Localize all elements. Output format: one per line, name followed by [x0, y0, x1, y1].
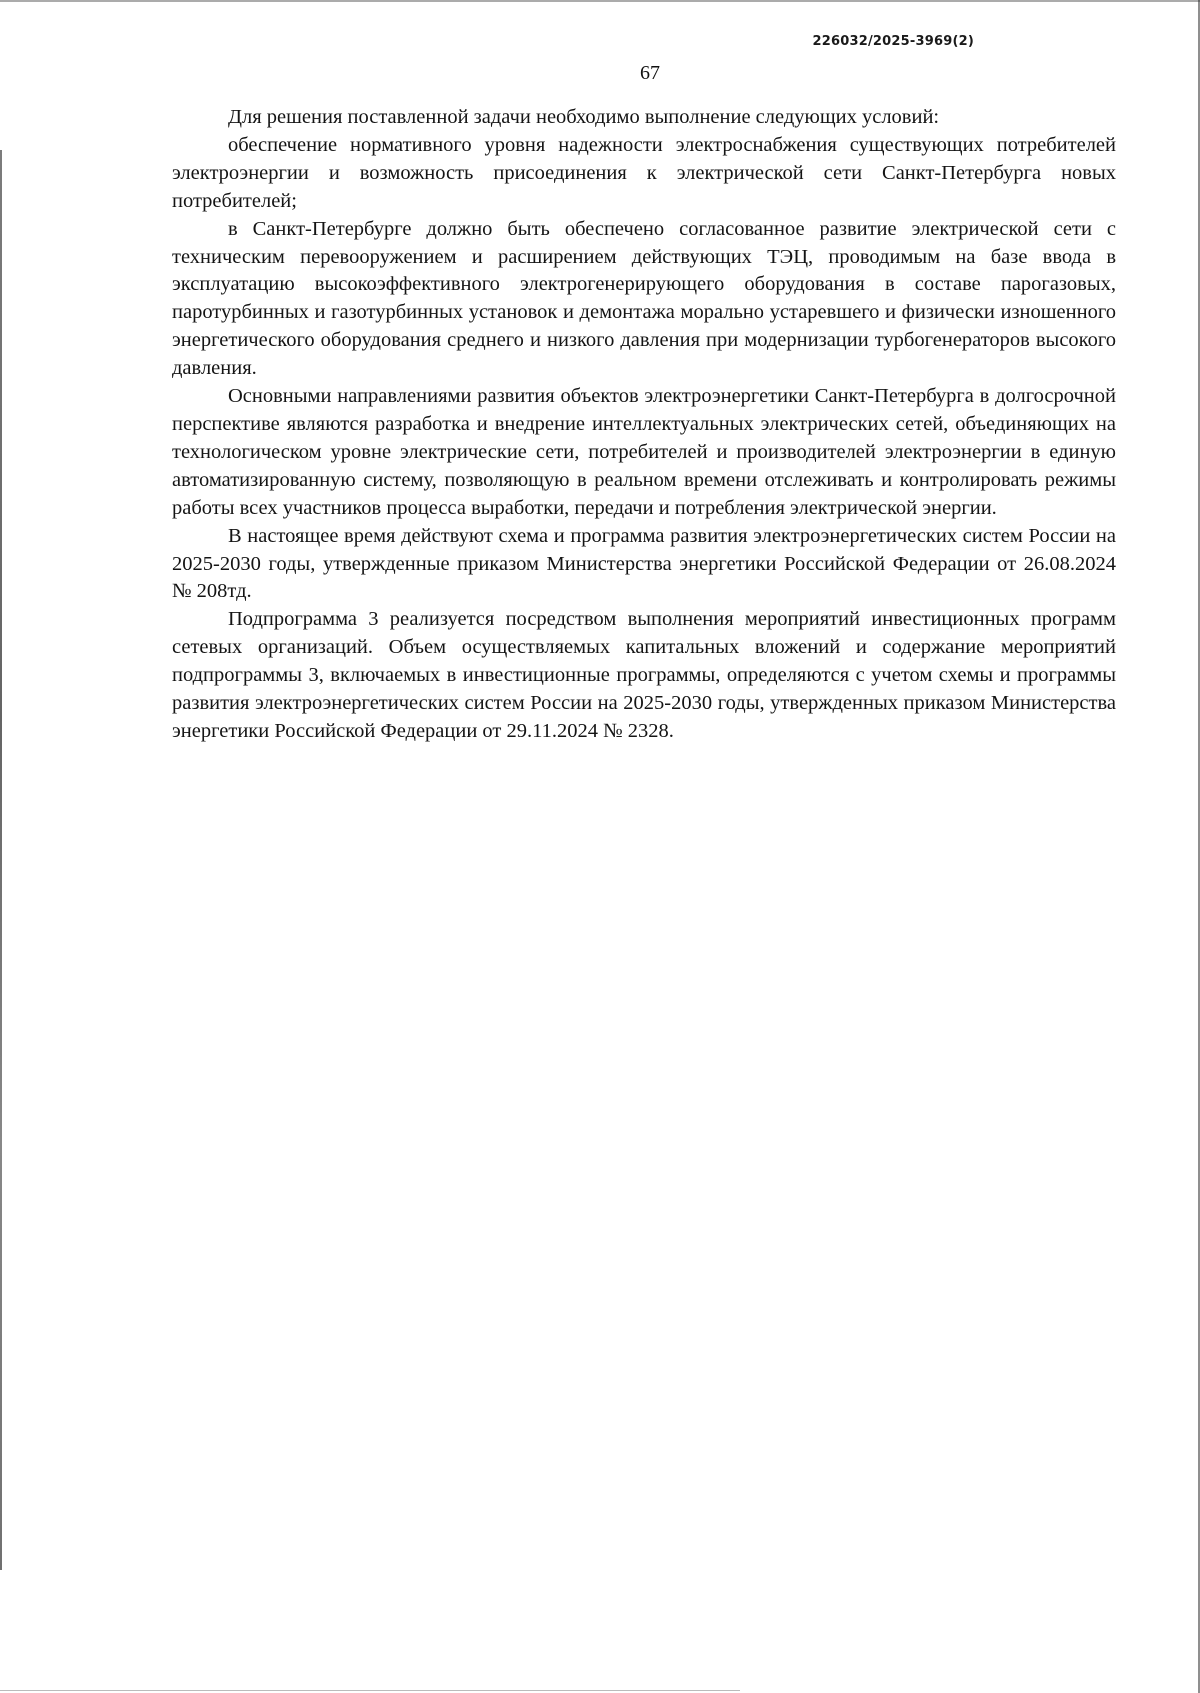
paragraph: В настоящее время действуют схема и программа развития электроэнергетических систем России на 2025-2030 годы, утвержденные приказом Министерства энергетики Российской Федерации от 26.08.2024 № 208тд. — [172, 524, 1116, 603]
paragraph: Для решения поставленной задачи необходимо выполнение следующих условий: — [228, 106, 940, 128]
paragraph: в Санкт-Петербурге должно быть обеспечено согласованное развитие электрической сети с техническим перевооружением и расширением действующих ТЭЦ, проводимым на базе ввода в эксплуатацию высокоэффективного электрогенерирующего оборудования в составе парогазовых, паротурбинных и газотурбинных установок и демонтажа морально устаревшего и физически изношенного энергетического оборудования среднего и низкого давления при модернизации турбогенераторов высокого давления. — [172, 217, 1116, 380]
scan-edge-left — [0, 150, 2, 1570]
page-number: 67 — [640, 62, 660, 84]
document-body — [172, 104, 1116, 746]
scan-edge-bottom — [0, 1690, 740, 1691]
paragraph: Подпрограмма 3 реализуется посредством выполнения мероприятий инвестиционных программ сетевых организаций. Объем осуществляемых капитальных вложений и содержание мероприятий подпрограммы 3, включаемых в инвестиционные программы, определяются с учетом схемы и программы развития электроэнергетических систем России на 2025-2030 годы, утвержденных приказом Министерства энергетики Российской Федерации от 29.11.2024 № 2328. — [172, 608, 1116, 742]
document-id: 226032/2025-3969(2) — [812, 34, 974, 49]
paragraph: обеспечение нормативного уровня надежности электроснабжения существующих потребителей электроэнергии и возможность присоединения к электрической сети Санкт-Петербурга новых потребителей; — [172, 133, 1116, 212]
scan-edge-top — [0, 0, 1200, 2]
paragraph: Основными направлениями развития объектов электроэнергетики Санкт-Петербурга в долгосрочной перспективе являются разработка и внедрение интеллектуальных электрических сетей, объединяющих на технологическом уровне электрические сети, потребителей и производителей электроэнергии в единую автоматизированную систему, позволяющую в реальном времени отслеживать и контролировать режимы работы всех участников процесса выработки, передачи и потребления электрической энергии. — [172, 385, 1116, 519]
